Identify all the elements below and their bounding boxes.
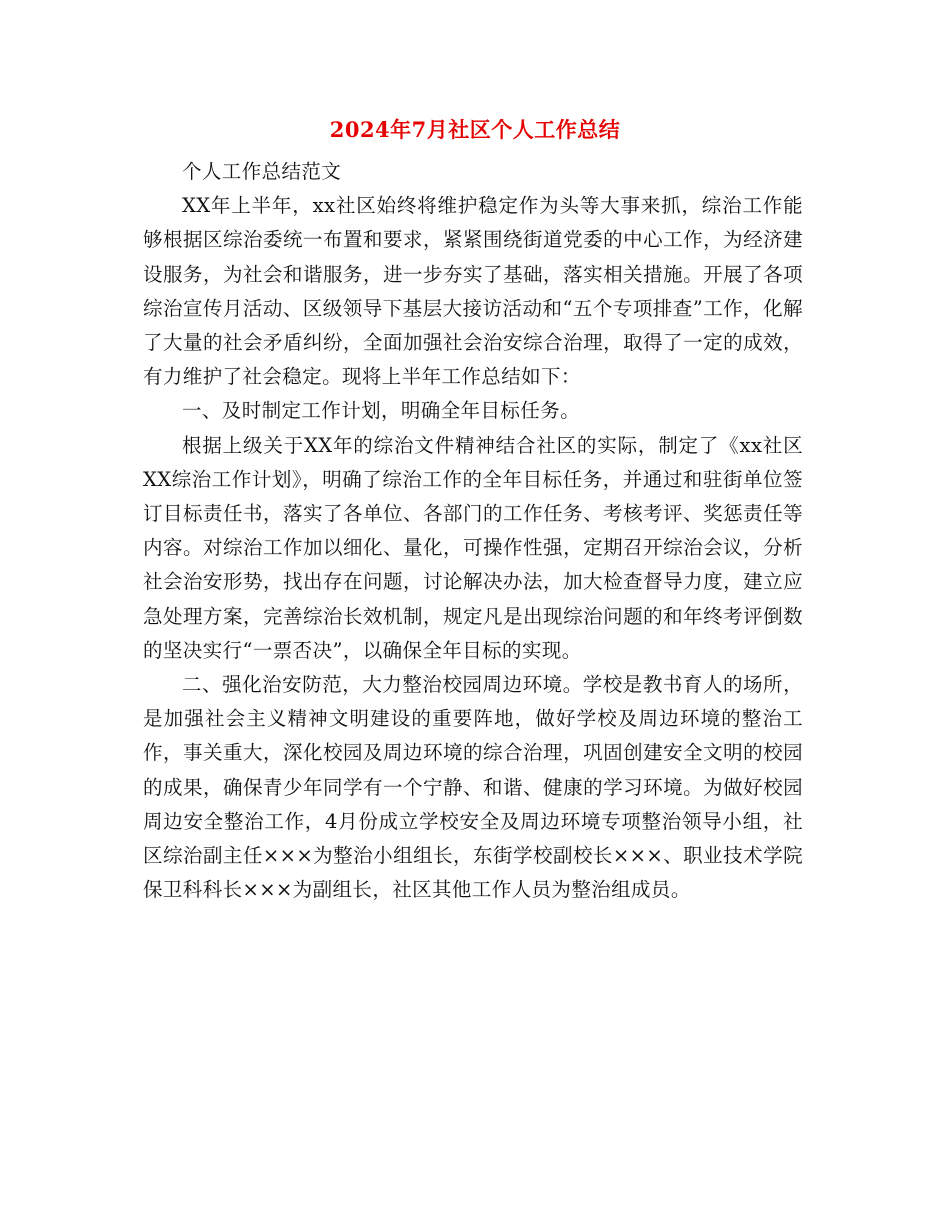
section-2-paragraph: 二、强化治安防范，大力整治校园周边环境。学校是教书育人的场所，是加强社会主义精神文明建设的重要阵地，做好学校及周边环境的整治工作，事关重大，深化校园及周边环境的综合治理，巩固创建安全文明的校园的成果，确保青少年同学有一个宁静、和谐、健康的学习环境。为做好校园周边安全整治工作，4月份成立学校安全及周边环境专项整治领导小组，社区综治副主任×××为整治小组组长，东街学校副校长×××、职业技术学院保卫科科长×××为副组长，社区其他工作人员为整治组成员。 bbox=[143, 673, 803, 902]
document-title: 2024年7月社区个人工作总结 bbox=[329, 117, 621, 142]
subtitle-paragraph: 个人工作总结范文 bbox=[182, 160, 342, 183]
intro-paragraph: XX年上半年，xx社区始终将维护稳定作为头等大事来抓，综治工作能够根据区综治委统一布置和要求，紧紧围绕街道党委的中心工作，为经济建设服务，为社会和谐服务，进一步夯实了基础，落实相关措施。开展了各项综治宣传月活动、区级领导下基层大接访活动和“五个专项排查”工作，化解了大量的社会矛盾纠纷，全面加强社会治安综合治理，取得了一定的成效，有力维护了社会稳定。现将上半年工作总结如下： bbox=[143, 194, 803, 389]
section-1-paragraph: 根据上级关于XX年的综治文件精神结合社区的实际，制定了《xx社区XX综治工作计划》，明确了综治工作的全年目标任务，并通过和驻街单位签订目标责任书，落实了各单位、各部门的工作任务、考核考评、奖惩责任等内容。对综治工作加以细化、量化，可操作性强，定期召开综治会议，分析社会治安形势，找出存在问题，讨论解决办法，加大检查督导力度，建立应急处理方案，完善综治长效机制，规定凡是出现综治问题的和年终考评倒数的坚决实行“一票否决”，以确保全年目标的实现。 bbox=[143, 433, 803, 662]
section-heading-1: 一、及时制定工作计划，明确全年目标任务。 bbox=[182, 399, 581, 423]
document-body bbox=[143, 155, 803, 907]
